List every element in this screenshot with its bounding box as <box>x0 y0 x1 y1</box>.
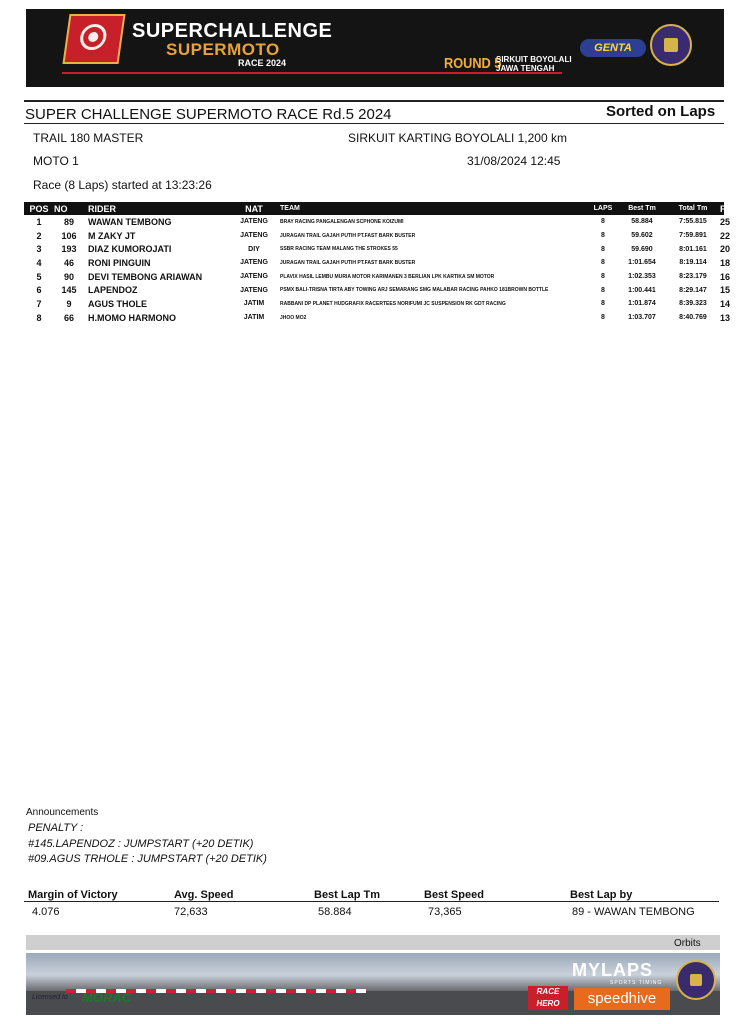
announcement-line: PENALTY : <box>28 822 84 834</box>
cell-points: 15 <box>720 285 731 296</box>
cell-number: 106 <box>61 230 77 241</box>
cell-laps: 8 <box>601 259 605 267</box>
cell-best-time: 58.884 <box>631 218 653 226</box>
cell-points: 18 <box>720 257 731 268</box>
announcement-line: #09.AGUS TRHOLE : JUMPSTART (+20 DETIK) <box>28 853 267 865</box>
cell-total-time: 7:59.891 <box>679 232 707 240</box>
col-header-points: Poin <box>720 203 740 214</box>
cell-pos: 3 <box>36 244 42 255</box>
cell-rider: WAWAN TEMBONG <box>88 216 172 227</box>
col-header-pos: POS <box>24 202 54 215</box>
cell-best-time: 1:00.441 <box>628 286 656 294</box>
summary-value-best-speed: 73,365 <box>428 906 462 918</box>
footer-bar <box>26 935 720 950</box>
table-row <box>24 215 724 229</box>
cell-team: BRAY RACING PANGALENGAN SCPHONE KOIZUMI <box>280 218 404 225</box>
cell-number: 9 <box>66 298 72 309</box>
round-label: ROUND 5 <box>444 55 502 72</box>
superchallenge-logo-icon <box>62 14 125 64</box>
cell-total-time: 7:55.815 <box>679 218 707 226</box>
table-row <box>24 256 724 270</box>
cell-total-time: 8:19.114 <box>679 259 707 267</box>
col-header-laps: LAPS <box>588 202 618 215</box>
speedhive-logo: speedhive <box>574 988 670 1010</box>
table-row <box>24 242 724 256</box>
table-row <box>24 297 724 311</box>
session-name: MOTO 1 <box>33 154 79 168</box>
summary-label-margin: Margin of Victory <box>28 889 118 901</box>
col-header-total-time: Total Tm <box>666 202 720 215</box>
table-row <box>24 270 724 284</box>
summary-value-best-lap: 58.884 <box>318 906 352 918</box>
table-row <box>24 229 724 243</box>
col-header-nat: NAT <box>232 202 276 215</box>
cell-rider: LAPENDOZ <box>88 285 138 296</box>
venue-line-1: SIRKUIT BOYOLALI <box>496 55 572 64</box>
cell-laps: 8 <box>601 218 605 226</box>
cell-pos: 1 <box>36 216 42 227</box>
col-header-best-time: Best Tm <box>618 202 666 215</box>
announcement-line: #145.LAPENDOZ : JUMPSTART (+20 DETIK) <box>28 838 254 850</box>
cell-best-time: 1:01.874 <box>628 300 656 308</box>
cell-nat: JATENG <box>240 286 268 294</box>
cell-nat: JATENG <box>240 218 268 226</box>
morac-logo: MORAC <box>82 990 132 1005</box>
cell-nat: JATIM <box>243 314 265 322</box>
class-name: TRAIL 180 MASTER <box>33 131 144 145</box>
cell-points: 25 <box>720 216 731 227</box>
table-header-row <box>24 202 724 215</box>
cell-points: 22 <box>720 230 731 241</box>
cell-pos: 4 <box>36 257 42 268</box>
summary-value-margin: 4.076 <box>32 906 60 918</box>
footer-brand: Orbits <box>674 938 701 949</box>
cell-rider: H.MOMO HARMONO <box>88 312 176 323</box>
cell-team: SSBR RACING TEAM MALANG THE STROKES 55 <box>280 246 398 253</box>
cell-best-time: 59.690 <box>631 245 653 253</box>
results-body <box>24 215 731 325</box>
header-rule-bottom <box>24 123 724 124</box>
circuit-info: SIRKUIT KARTING BOYOLALI 1,200 km <box>348 131 567 145</box>
cell-best-time: 1:01.654 <box>628 259 656 267</box>
cell-laps: 8 <box>601 232 605 240</box>
cell-laps: 8 <box>601 314 605 322</box>
cell-rider: M ZAKY JT <box>88 230 136 241</box>
cell-points: 14 <box>720 298 731 309</box>
cell-best-time: 59.602 <box>631 232 653 240</box>
imi-emblem-icon <box>650 24 692 66</box>
cell-number: 89 <box>63 216 74 227</box>
cell-nat: JATENG <box>240 273 268 281</box>
brand-title: SUPERCHALLENGE <box>132 20 333 42</box>
cell-pos: 7 <box>36 298 42 309</box>
cell-number: 66 <box>63 312 74 323</box>
racehero-logo: RACE HERO <box>528 986 568 1010</box>
race-start-info: Race (8 Laps) started at 13:23:26 <box>33 178 212 192</box>
cell-total-time: 8:01.161 <box>679 245 707 253</box>
cell-team: PLAVIX HASIL LEMBU MURIA MOTOR KARIMANEN 3 BERLIAN LPK KARTIKA SM MOTOR <box>280 273 495 280</box>
cell-nat: JATENG <box>240 232 268 240</box>
cell-total-time: 8:39.323 <box>679 300 707 308</box>
cell-pos: 2 <box>36 230 42 241</box>
session-datetime: 31/08/2024 12:45 <box>467 154 561 168</box>
cell-best-time: 1:03.707 <box>628 314 656 322</box>
cell-laps: 8 <box>601 245 605 253</box>
cell-rider: DEVI TEMBONG ARIAWAN <box>88 271 203 282</box>
licensed-to-label: Licensed to <box>32 994 68 1001</box>
cell-number: 145 <box>61 285 77 296</box>
col-header-team: TEAM <box>276 202 588 215</box>
cell-team: JHOO MO2 <box>280 314 307 321</box>
cell-laps: 8 <box>601 300 605 308</box>
cell-laps: 8 <box>601 273 605 281</box>
sort-label: Sorted on Laps <box>606 103 716 120</box>
announcements-title: Announcements <box>26 807 99 818</box>
cell-team: PSMX BALI-TRISNA TIRTA ABY TOWING ARJ SEMARANG SMG MALABAR RACING PAHKO 181BROWN BOTTLE <box>280 287 549 294</box>
cell-total-time: 8:23.179 <box>679 273 707 281</box>
cell-number: 193 <box>61 244 77 255</box>
cell-total-time: 8:29.147 <box>679 286 707 294</box>
banner-stripe <box>62 72 562 74</box>
cell-pos: 5 <box>36 271 42 282</box>
cell-number: 90 <box>63 271 74 282</box>
genta-sponsor-logo: GENTA <box>580 39 646 57</box>
cell-pos: 8 <box>36 312 42 323</box>
summary-label-best-speed: Best Speed <box>424 889 484 901</box>
cell-rider: RONI PINGUIN <box>88 257 151 268</box>
cell-pos: 6 <box>36 285 42 296</box>
header-rule-top <box>24 100 724 102</box>
cell-team: JURAGAN TRAIL GAJAH PUTIH PT.FAST BARK BUSTER <box>280 259 416 266</box>
cell-points: 13 <box>720 312 731 323</box>
cell-total-time: 8:40.769 <box>679 314 707 322</box>
brand-subtitle: SUPERMOTO <box>166 40 280 59</box>
cell-nat: DIY <box>248 245 260 253</box>
event-title: SUPER CHALLENGE SUPERMOTO RACE Rd.5 2024 <box>25 106 392 123</box>
table-row <box>24 283 724 297</box>
cell-laps: 8 <box>601 286 605 294</box>
round-venue <box>496 55 572 73</box>
table-row <box>24 311 724 325</box>
summary-label-best-lap: Best Lap Tm <box>314 889 381 901</box>
cell-team: JURAGAN TRAIL GAJAH PUTIH PT.FAST BARK BUSTER <box>280 232 416 239</box>
mylaps-logo: MYLAPS <box>572 960 654 980</box>
cell-best-time: 1:02.353 <box>628 273 656 281</box>
summary-value-avg-speed: 72,633 <box>174 906 208 918</box>
brand-year: RACE 2024 <box>238 58 287 68</box>
venue-line-2: JAWA TENGAH <box>496 64 555 73</box>
summary-label-best-lap-by: Best Lap by <box>570 889 633 901</box>
summary-label-avg-speed: Avg. Speed <box>174 889 234 901</box>
summary-value-best-lap-by: 89 - WAWAN TEMBONG <box>572 906 695 918</box>
mylaps-subtitle: SPORTS TIMING <box>610 980 663 986</box>
cell-nat: JATENG <box>240 259 268 267</box>
summary-rule <box>24 901 719 902</box>
col-header-no: NO <box>54 202 84 215</box>
cell-points: 16 <box>720 271 731 282</box>
results-table <box>24 202 740 325</box>
cell-points: 20 <box>720 244 731 255</box>
cell-team: RABBANI DP PLANET HUDGRAFIX RACERTEES NORIFUMI JC SUSPENSION RK GDT RACING <box>280 300 506 307</box>
col-header-rider: RIDER <box>84 202 232 215</box>
cell-number: 46 <box>63 257 74 268</box>
cell-rider: DIAZ KUMOROJATI <box>88 244 172 255</box>
cell-nat: JATIM <box>243 300 265 308</box>
imi-emblem-icon <box>676 960 716 1000</box>
cell-rider: AGUS THOLE <box>88 298 148 309</box>
